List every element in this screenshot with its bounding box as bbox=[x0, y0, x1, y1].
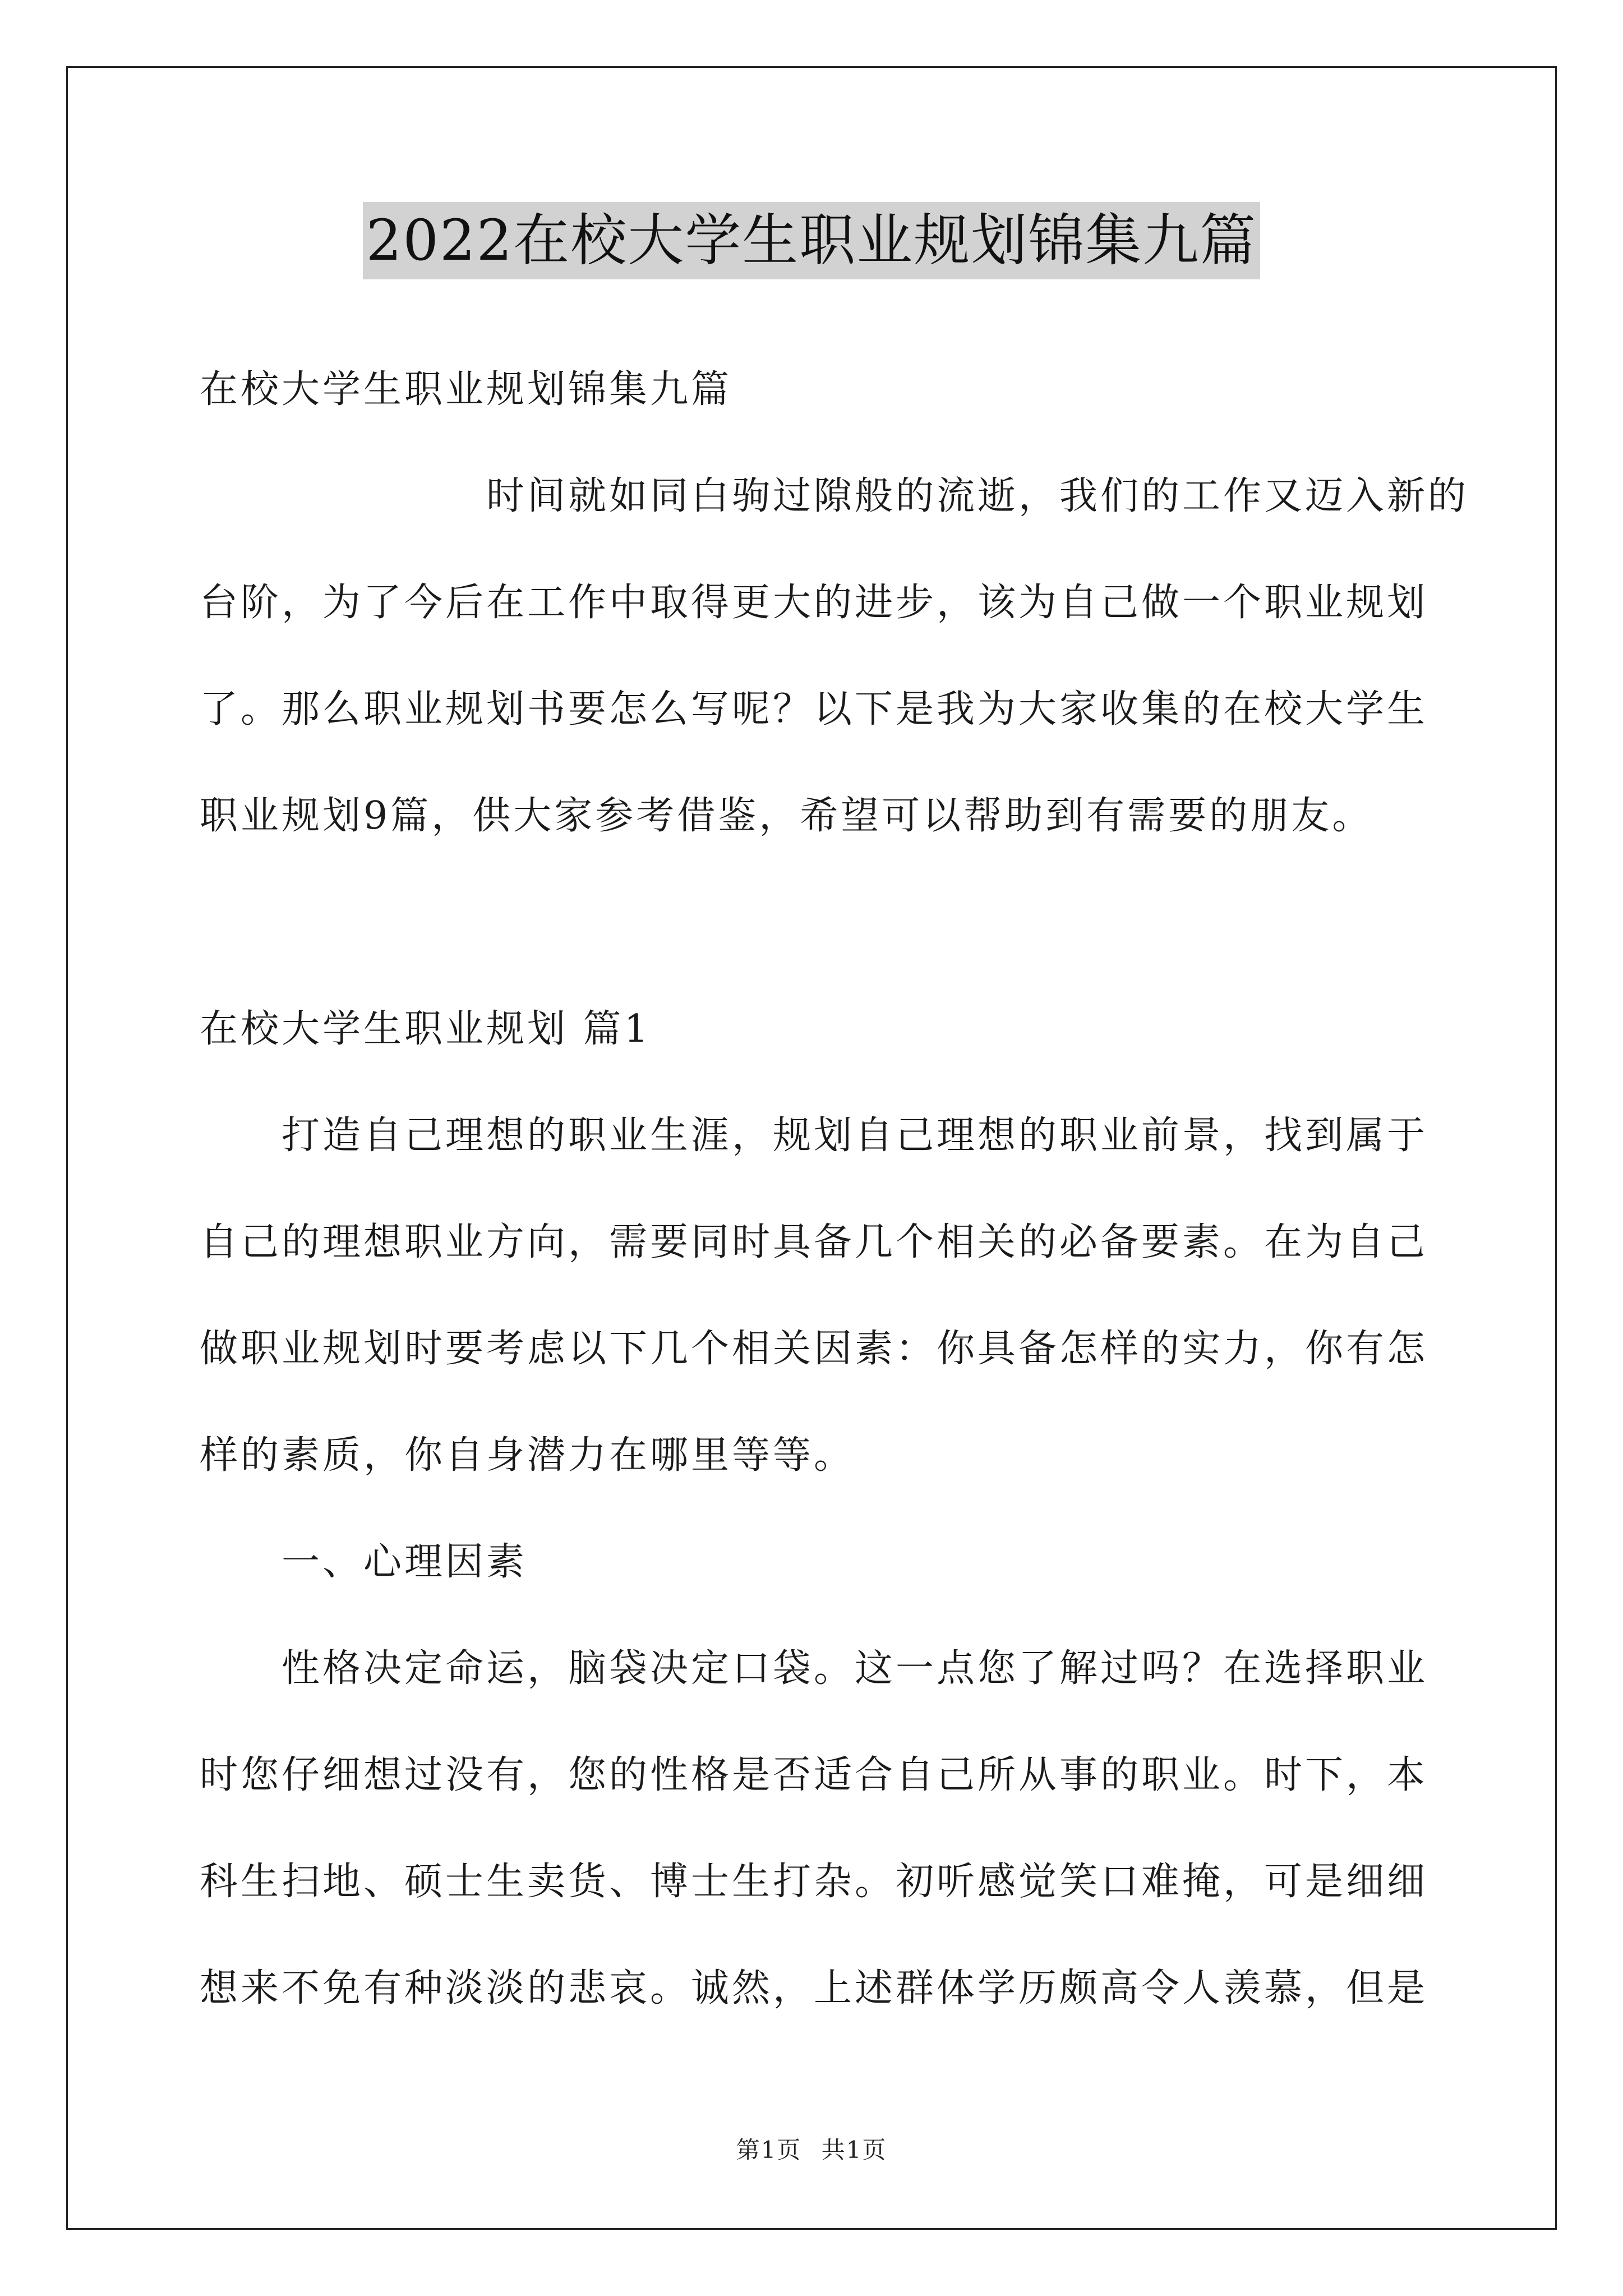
body-line: 时您仔细想过没有，您的性格是否适合自己所从事的职业。时下，本 bbox=[200, 1753, 1428, 1797]
page-total: 共1页 bbox=[821, 2136, 887, 2164]
body-line: 打造自己理想的职业生涯，规划自己理想的职业前景，找到属于 bbox=[200, 1114, 1428, 1158]
intro-line: 了。那么职业规划书要怎么写呢？以下是我为大家收集的在校大学生 bbox=[200, 687, 1428, 731]
document-title: 2022在校大学生职业规划锦集九篇 bbox=[363, 202, 1261, 279]
body-line: 自己的理想职业方向，需要同时具备几个相关的必备要素。在为自己 bbox=[200, 1220, 1428, 1264]
body-line: 做职业规划时要考虑以下几个相关因素：你具备怎样的实力，你有怎 bbox=[200, 1327, 1428, 1371]
section-heading: 在校大学生职业规划 篇1 bbox=[200, 1007, 651, 1051]
paragraph-gap bbox=[200, 869, 1428, 976]
subtitle-line: 在校大学生职业规划锦集九篇 bbox=[200, 367, 732, 412]
body-line: 想来不免有种淡淡的悲哀。诚然，上述群体学历颇高令人羡慕，但是 bbox=[200, 1966, 1428, 2010]
intro-line: 台阶，为了今后在工作中取得更大的进步，该为自己做一个职业规划 bbox=[200, 581, 1428, 625]
intro-line: 时间就如同白驹过隙般的流逝，我们的工作又迈入新的 bbox=[200, 474, 1469, 518]
subheading-line: 一、心理因素 bbox=[200, 1540, 528, 1584]
page-footer bbox=[0, 2132, 1623, 2165]
document-body bbox=[200, 337, 1469, 2042]
page-number: 第1页 bbox=[736, 2136, 802, 2164]
intro-line: 职业规划9篇，供大家参考借鉴，希望可以帮助到有需要的朋友。 bbox=[200, 794, 1373, 838]
body-line: 科生扫地、硕士生卖货、博士生打杂。初听感觉笑口难掩，可是细细 bbox=[200, 1860, 1428, 1904]
body-line: 性格决定命运，脑袋决定口袋。这一点您了解过吗？在选择职业 bbox=[200, 1646, 1428, 1691]
body-line: 样的素质，你自身潜力在哪里等等。 bbox=[200, 1433, 855, 1478]
title-wrap bbox=[0, 202, 1623, 279]
